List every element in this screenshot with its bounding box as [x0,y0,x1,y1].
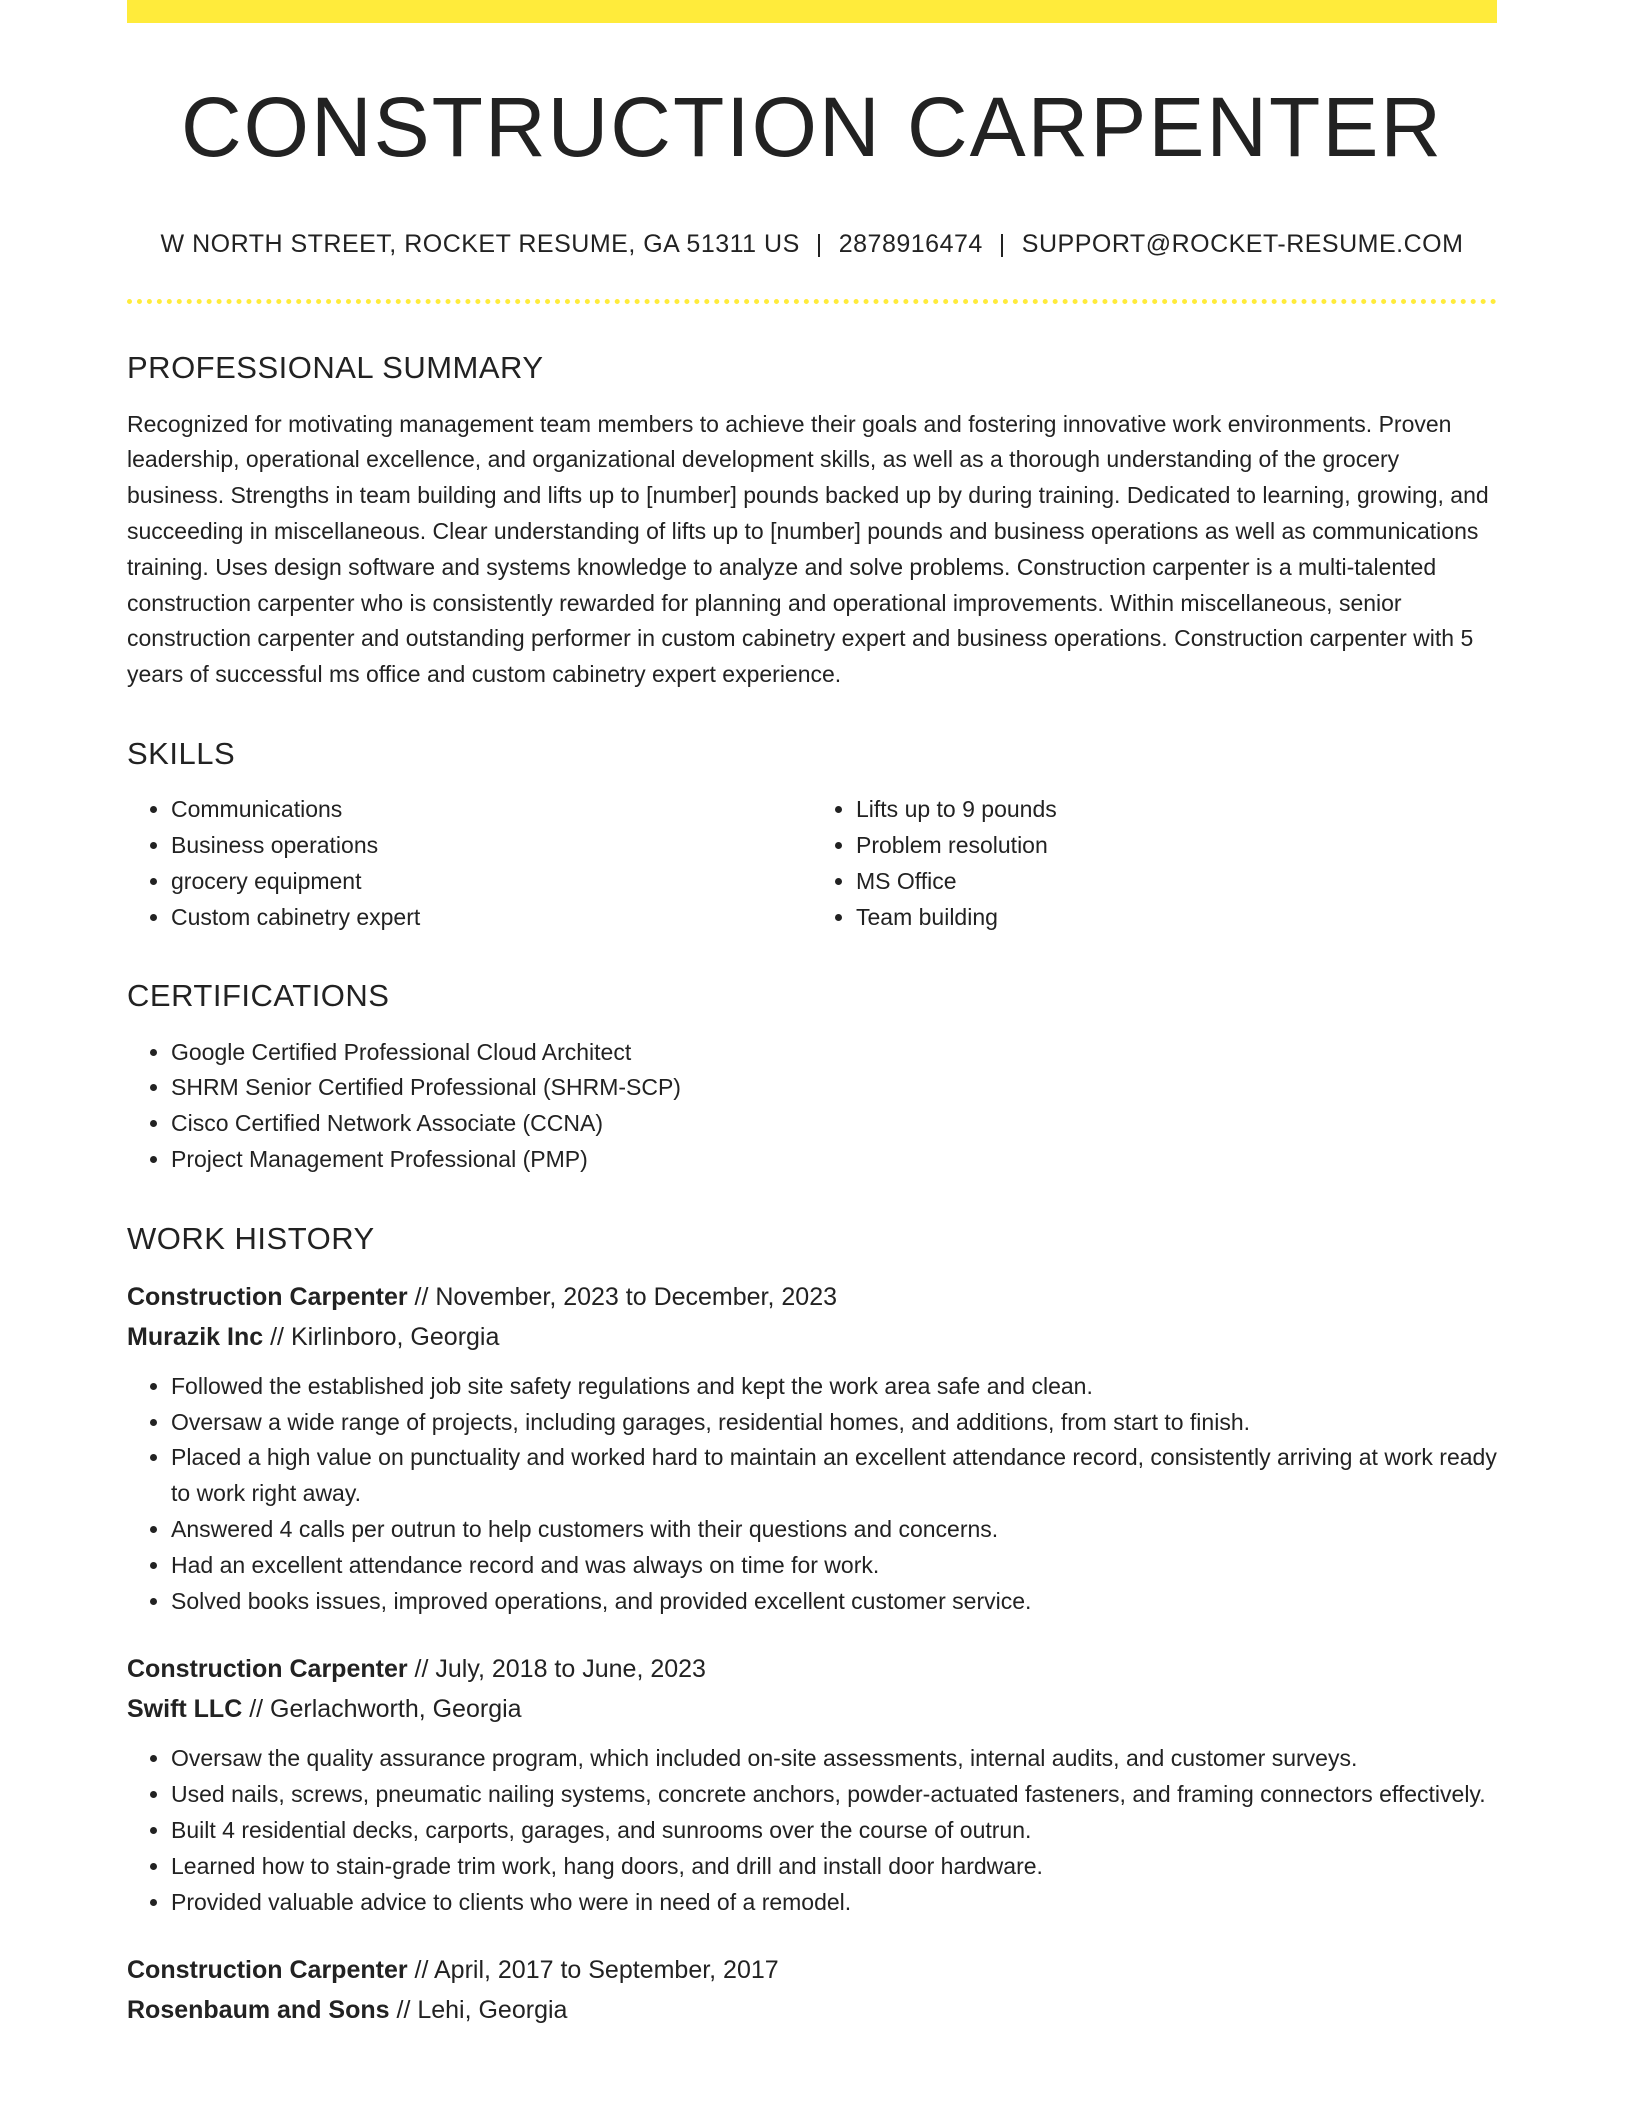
certifications-list [127,1035,1497,1178]
certifications-heading: CERTIFICATIONS [127,978,390,1014]
summary-heading: PROFESSIONAL SUMMARY [127,350,544,386]
job-bullet: • Built 4 residential decks, carports, garages, and sunrooms over the course of outrun. [171,1813,1497,1849]
accent-bar [127,0,1497,23]
skills-heading: SKILLS [127,735,236,771]
address: W NORTH STREET, ROCKET RESUME, GA 51311 US [160,230,800,259]
contact-separator: | [998,230,1006,259]
summary-text: Recognized for motivating management team members to achieve their goals and fostering innovative work environments. Proven leadership, operational excellence, and organizational development skills, as well as a thorough understanding of the grocery business. Strengths in team building and lifts up to [number] pounds backed up by during training. Dedicated to learning, growing, and succeeding in miscellaneous. Clear understanding of lifts up to [number] pounds and business operations as well as communications training. Uses design software and systems knowledge to analyze and solve problems. Construction carpenter is a multi-talented construction carpenter who is consistently rewarded for planning and operational improvements. Within miscellaneous, senior construction carpenter and outstanding performer in custom cabinetry expert and business operations. Construction carpenter with 5 years of successful ms office and custom cabinetry expert experience. [127,410,1489,688]
work-history-heading: WORK HISTORY [127,1220,375,1256]
job-bullet: • Placed a high value on punctuality and worked hard to maintain an excellent attendance record, consistently arriving at work ready to work right away. [171,1440,1497,1512]
job-bullets [127,1369,1497,1620]
job-bullet: • Had an excellent attendance record and was always on time for work. [171,1548,1497,1584]
contact-line [127,229,1497,259]
skill-item: • MS Office [856,864,1497,900]
skills-section [127,735,1497,935]
job-bullet: • Oversaw a wide range of projects, including garages, residential homes, and additions, from start to finish. [171,1405,1497,1441]
candidate-name: CONSTRUCTION CARPENTER [180,80,1444,174]
job-bullet: • Provided valuable advice to clients who were in need of a remodel. [171,1885,1497,1921]
certification-item: • Google Certified Professional Cloud Architect [171,1035,1497,1071]
work-history-section [127,1220,1497,2031]
skills-right-list [812,792,1497,935]
job-entry [127,1950,1497,2030]
job-company: Murazik Inc [127,1322,264,1351]
job-location: // Kirlinboro, Georgia [263,1322,500,1351]
phone: 2878916474 [838,230,983,259]
skills-columns [127,792,1497,935]
skill-item: • Team building [856,900,1497,936]
summary-section [127,349,1497,693]
job-dates: // November, 2023 to December, 2023 [407,1282,838,1311]
job-company-line [127,1990,1497,2030]
contact-separator: | [815,230,823,259]
job-bullet: • Oversaw the quality assurance program, which included on-site assessments, internal audits, and customer surveys. [171,1741,1497,1777]
skill-item: • Problem resolution [856,828,1497,864]
job-bullet: • Solved books issues, improved operations, and provided excellent customer service. [171,1584,1497,1620]
job-bullet: • Used nails, screws, pneumatic nailing systems, concrete anchors, powder-actuated fasteners, and framing connectors effectively. [171,1777,1497,1813]
certification-item: • SHRM Senior Certified Professional (SHRM-SCP) [171,1070,1497,1106]
certifications-section [127,977,1497,1177]
job-bullets [127,1741,1497,1920]
job-bullet: • Answered 4 calls per outrun to help customers with their questions and concerns. [171,1512,1497,1548]
skill-item: • Business operations [171,828,812,864]
job-company: Rosenbaum and Sons [127,1996,390,2025]
skill-item: • Communications [171,792,812,828]
dotted-divider [127,299,1497,304]
job-company-line [127,1317,1497,1357]
job-dates: // July, 2018 to June, 2023 [407,1655,706,1684]
job-company: Swift LLC [127,1695,243,1724]
skills-left-list [127,792,812,935]
job-location: // Gerlachworth, Georgia [242,1695,522,1724]
job-location: // Lehi, Georgia [389,1996,568,2025]
job-title-line [127,1277,1497,1317]
job-company-line [127,1689,1497,1729]
skill-item: • grocery equipment [171,864,812,900]
job-dates: // April, 2017 to September, 2017 [407,1956,779,1985]
job-title-line [127,1649,1497,1689]
job-bullet: • Learned how to stain-grade trim work, hang doors, and drill and install door hardware. [171,1849,1497,1885]
job-entry [127,1649,1497,1920]
email: SUPPORT@ROCKET-RESUME.COM [1021,230,1464,259]
job-title: Construction Carpenter [127,1655,408,1684]
skill-item: • Custom cabinetry expert [171,900,812,936]
job-title: Construction Carpenter [127,1956,408,1985]
resume-page [127,0,1497,2060]
job-title: Construction Carpenter [127,1282,408,1311]
certification-item: • Cisco Certified Network Associate (CCNA) [171,1106,1497,1142]
job-title-line [127,1950,1497,1990]
skill-item: • Lifts up to 9 pounds [856,792,1497,828]
job-bullet: • Followed the established job site safety regulations and kept the work area safe and clean. [171,1369,1497,1405]
certification-item: • Project Management Professional (PMP) [171,1142,1497,1178]
job-entry [127,1277,1497,1620]
